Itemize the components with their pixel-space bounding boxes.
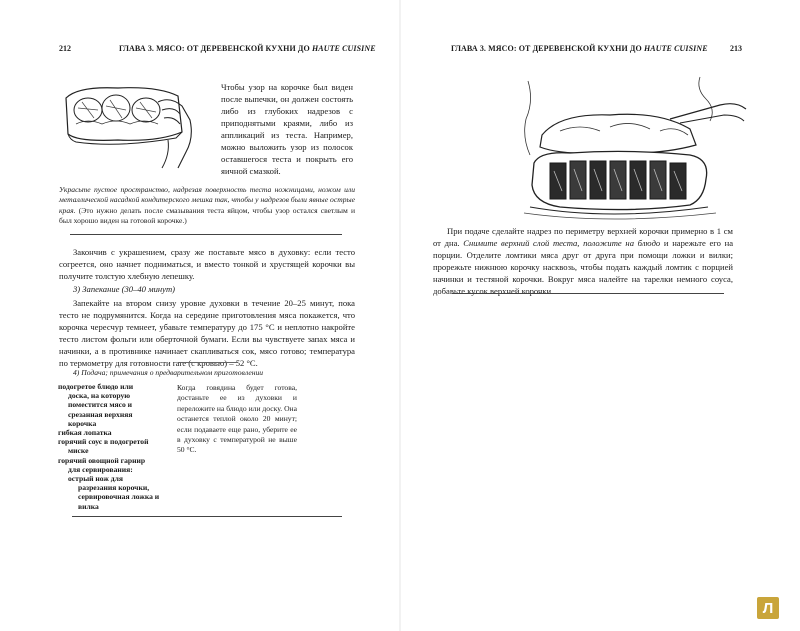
equipment-item: гибкая лопатка (58, 428, 112, 438)
section-rule (70, 234, 342, 235)
equipment-item: вилка (78, 501, 99, 511)
equipment-list (58, 382, 159, 511)
equipment-item: миске (68, 446, 89, 456)
carving-illustration (520, 75, 750, 225)
short-rule (178, 362, 238, 363)
publisher-logo (757, 597, 779, 619)
equipment-item: срезанная верхняя (68, 409, 133, 419)
bottom-rule-left (72, 516, 342, 517)
decorated-crust-illustration (58, 80, 198, 170)
equipment-item: поместится мясо и (68, 400, 133, 410)
serving-hold-paragraph: Когда говядина будет готова, достаньте ее из духовки и переложите на блюдо или доску. Она останется теплой около 20 минут; если подаваете еще рано, уберите ее в духовку с температурой не выше 50 °С. (177, 383, 297, 455)
step-3-heading: 3) Запекание (30–40 минут) (73, 284, 176, 294)
decorate-paragraph: Украсьте пустое пространство, надрезая поверхность теста ножницами, ножом или металлической насадкой кондитерского мешка так, чтобы у надрезов были явные острые края. (Это нужно делать после смазывания теста яйцом, чтобы узор остался светлым и был хорошо виден на готовой корочке.) (59, 185, 356, 226)
running-header-left: ГЛАВА 3. МЯСО: ОТ ДЕРЕВЕНСКОЙ КУХНИ ДО HAUTE CUISINE (119, 44, 376, 53)
step-4-heading: 4) Подача; примечания о предварительном приготовлении (73, 368, 264, 377)
equipment-item: доска, на которую (68, 391, 131, 401)
finish-paragraph: Закончив с украшением, сразу же поставьте мясо в духовку: если тесто согреется, оно начнет подниматься, и вместо тонкой и хрустящей корочки вы получите толстую хлебную лепешку. (59, 247, 355, 281)
equipment-item: горячий соус в подогретой (58, 437, 149, 447)
page-number-left: 212 (59, 44, 71, 53)
step-3-paragraph: Запекайте на втором снизу уровне духовки в течение 20–25 минут, пока тесто не подрумянится. Когда на середине приготовления мяса покажется, что корочка чересчур темнеет, убавьте температуру до 175 °С и неплотно накройте тесто листом фольги или оберточной бумаги. Если вы чувствуете запах мяса и начинки, а в противнике начинает скапливаться сок, мясо готово; температура по термометру для готовности rare (с кровью) – 52 °С. (59, 298, 355, 368)
equipment-item: острый нож для (68, 474, 124, 484)
equipment-item: подогретое блюдо или (58, 382, 134, 391)
equipment-item: сервировочная ложка и (78, 492, 160, 502)
running-header-right: ГЛАВА 3. МЯСО: ОТ ДЕРЕВЕНСКОЙ КУХНИ ДО HAUTE CUISINE (451, 44, 708, 53)
pattern-paragraph: Чтобы узор на корочке был виден после выпечки, он должен состоять либо из глубоких надрезов с приподнятыми краями, либо из аппликаций из теста. Например, можно выложить узор из полосок оставшегося теста и покрыть его яичной смазкой. (221, 82, 353, 176)
serving-paragraph: При подаче сделайте надрез по периметру верхней корочки примерно в 1 см от дна. Снимите верхний слой теста, положите на блюдо и нарежьте его на порции. Отделите ломтики мяса друг от друга при помощи ложки и вилки; прорежьте нижнюю корочку насквозь, чтобы подать каждый ломтик с порцией начинки и тестяной корочки. Вокруг мяса налейте на тарелки немного соуса, добавьте кусок верхней корочки. (433, 226, 734, 296)
page-number-right: 213 (730, 44, 742, 53)
bottom-rule-right (452, 293, 724, 294)
right-page (400, 0, 800, 631)
equipment-item: корочка (68, 418, 97, 428)
equipment-item: горячий овощной гарнир (58, 455, 146, 465)
equipment-item: разрезания корочки, (78, 483, 150, 493)
equipment-item: для сервирования: (68, 464, 133, 474)
publisher-logo-letter: Л (762, 599, 774, 617)
